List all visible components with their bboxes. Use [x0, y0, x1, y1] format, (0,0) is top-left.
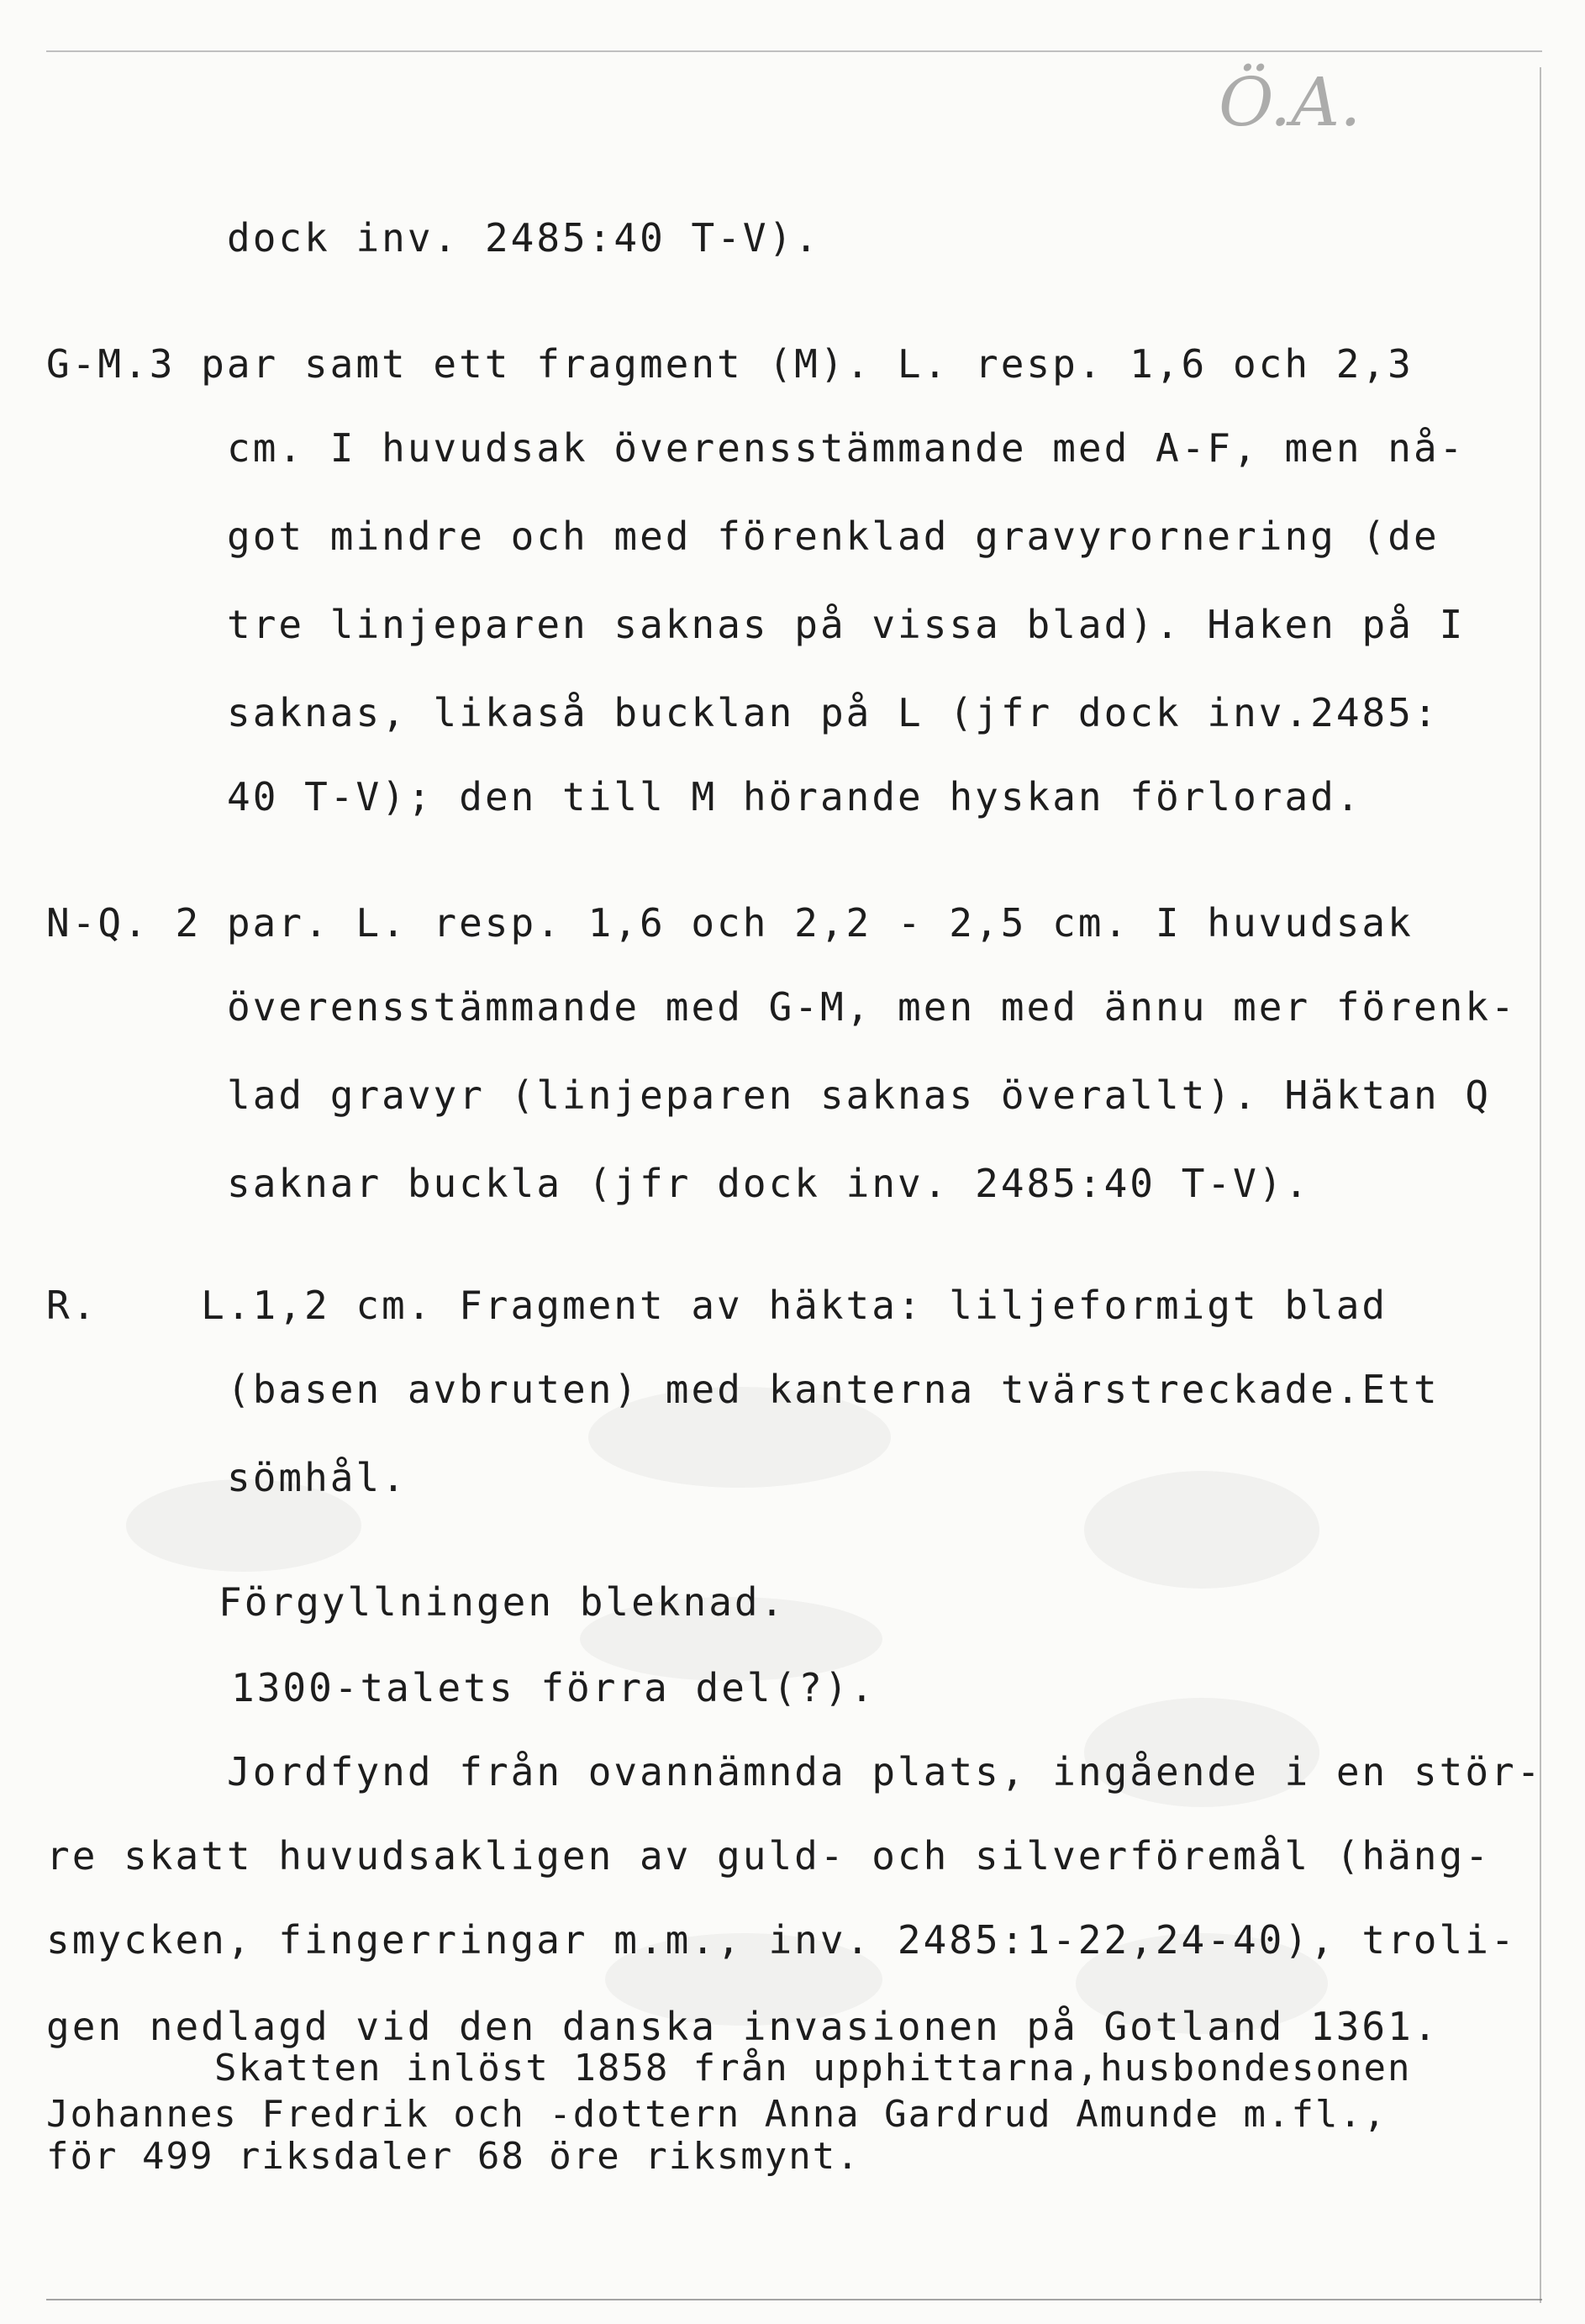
text-line: N-Q. 2 par. L. resp. 1,6 och 2,2 - 2,5 cm. I huvudsak	[46, 900, 1414, 946]
text-line: 1300-talets förra del(?).	[231, 1665, 877, 1710]
text-line: lad gravyr (linjeparen saknas överallt). Häktan Q	[227, 1072, 1492, 1118]
text-line: got mindre och med förenklad gravyrornering (de	[227, 514, 1440, 559]
text-line: Skatten inlöst 1858 från upphittarna,husbondesonen	[214, 2047, 1412, 2089]
text-line: (basen avbruten) med kanterna tvärstreckade.Ett	[227, 1367, 1440, 1412]
text-line: för 499 riksdaler 68 öre riksmynt.	[46, 2135, 861, 2178]
text-line: 40 T-V); den till M hörande hyskan förlorad.	[227, 774, 1362, 819]
text-line: dock inv. 2485:40 T-V).	[227, 215, 820, 261]
text-line: R. L.1,2 cm. Fragment av häkta: liljeformigt blad	[46, 1283, 1388, 1328]
text-line: tre linjeparen saknas på vissa blad). Haken på I	[227, 602, 1466, 647]
text-line: re skatt huvudsakligen av guld- och silverföremål (häng-	[46, 1833, 1491, 1879]
text-line: överensstämmande med G-M, men med ännu mer förenk-	[227, 984, 1517, 1030]
paper-top-edge	[46, 50, 1542, 52]
text-line: sömhål.	[227, 1455, 408, 1500]
paper-right-edge	[1540, 67, 1541, 2303]
text-line: gen nedlagd vid den danska invasionen på Gotland 1361.	[46, 2004, 1440, 2049]
paper-bottom-edge	[46, 2299, 1542, 2300]
text-line: Johannes Fredrik och -dottern Anna Gardrud Amunde m.fl.,	[46, 2093, 1388, 2136]
text-line: saknas, likaså bucklan på L (jfr dock inv.2485:	[227, 690, 1440, 735]
text-line: cm. I huvudsak överensstämmande med A-F, men nå-	[227, 425, 1466, 471]
corner-mark: Ö.A.	[1219, 63, 1361, 141]
text-line: smycken, fingerringar m.m., inv. 2485:1-22,24-40), troli-	[46, 1917, 1517, 1963]
text-line: saknar buckla (jfr dock inv. 2485:40 T-V).	[227, 1161, 1311, 1206]
text-line: Förgyllningen bleknad.	[219, 1579, 787, 1625]
text-line: G-M.3 par samt ett fragment (M). L. resp. 1,6 och 2,3	[46, 341, 1414, 387]
text-line: Jordfynd från ovannämnda plats, ingående i en stör-	[227, 1749, 1543, 1794]
show-through-ornament	[1084, 1471, 1319, 1589]
